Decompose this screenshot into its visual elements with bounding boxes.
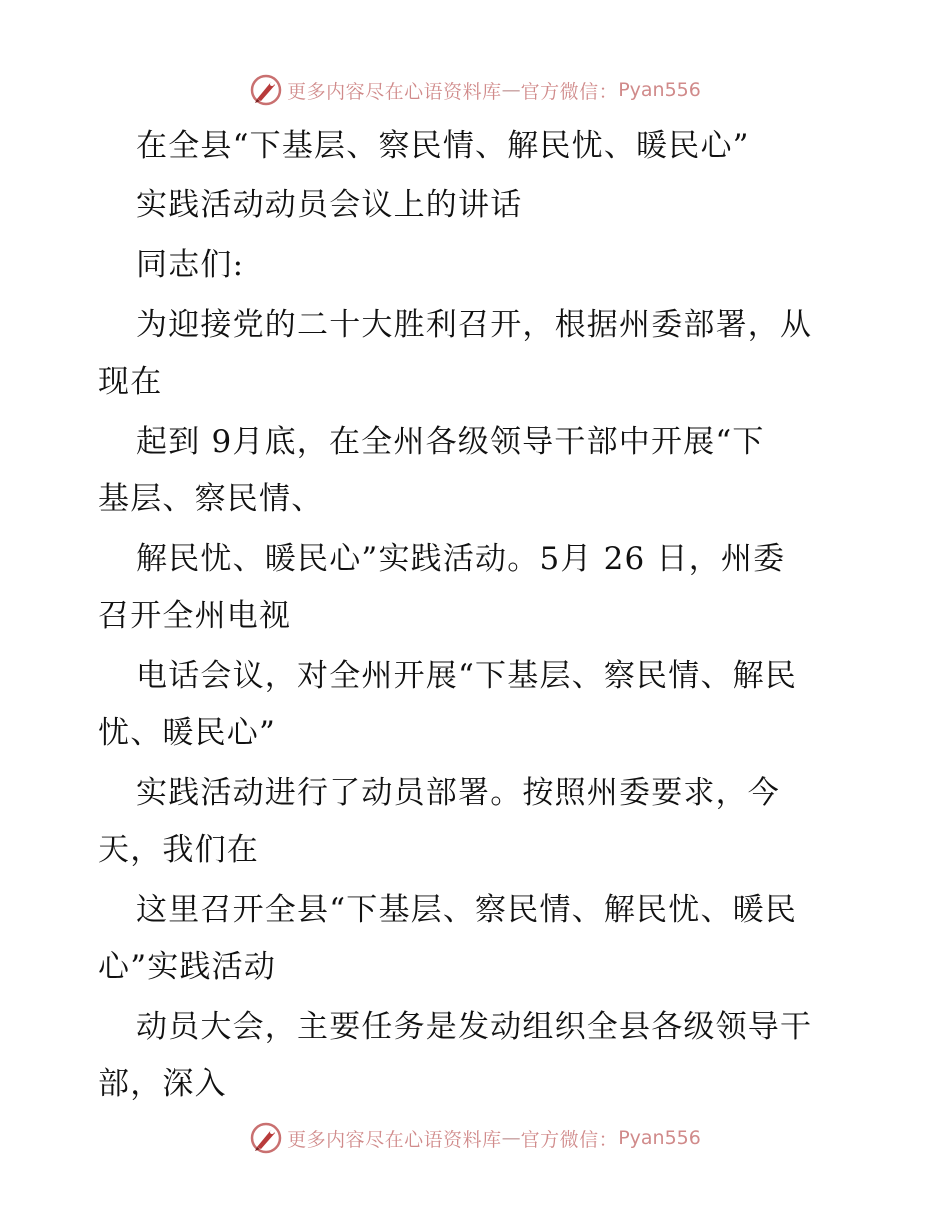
body-line: 起到 9月底，在全州各级领导干部中开展“下 <box>136 424 765 460</box>
body-line: 心”实践活动 <box>98 949 277 985</box>
body-line: 部，深入 <box>98 1066 227 1102</box>
salutation: 同志们: <box>136 247 245 283</box>
title-line-1: 在全县“下基层、察民情、解民忧、暖民心” <box>136 128 750 164</box>
watermark-id: Pyan556 <box>618 1127 701 1149</box>
watermark-text: 更多内容尽在心语资料库 <box>287 80 502 103</box>
watermark-text: 更多内容尽在心语资料库 <box>287 1128 502 1151</box>
title-line-2: 实践活动动员会议上的讲话 <box>136 187 523 223</box>
body-line: 天，我们在 <box>98 832 259 868</box>
watermark-separator: — <box>501 79 521 101</box>
body-line: 这里召开全县“下基层、察民情、解民忧、暖民 <box>136 892 798 928</box>
body-line: 实践活动进行了动员部署。按照州委要求，今 <box>136 775 780 811</box>
body-line: 动员大会，主要任务是发动组织全县各级领导干 <box>136 1009 813 1045</box>
watermark-separator: — <box>501 1127 521 1149</box>
body-line: 现在 <box>98 364 163 400</box>
body-line: 为迎接党的二十大胜利召开，根据州委部署，从 <box>136 307 813 343</box>
body-line: 召开全州电视 <box>98 598 292 634</box>
body-line: 忧、暖民心” <box>98 715 277 751</box>
pen-logo-icon <box>249 1121 283 1155</box>
body-line: 基层、察民情、 <box>98 481 324 517</box>
body-line: 电话会议，对全州开展“下基层、察民情、解民 <box>136 658 798 694</box>
watermark-suffix: 官方微信： <box>520 80 619 103</box>
watermark-suffix: 官方微信： <box>520 1128 619 1151</box>
body-line: 解民忧、暖民心”实践活动。5月 26 日，州委 <box>136 541 786 577</box>
watermark-id: Pyan556 <box>618 79 701 101</box>
footer-watermark <box>0 1118 950 1158</box>
